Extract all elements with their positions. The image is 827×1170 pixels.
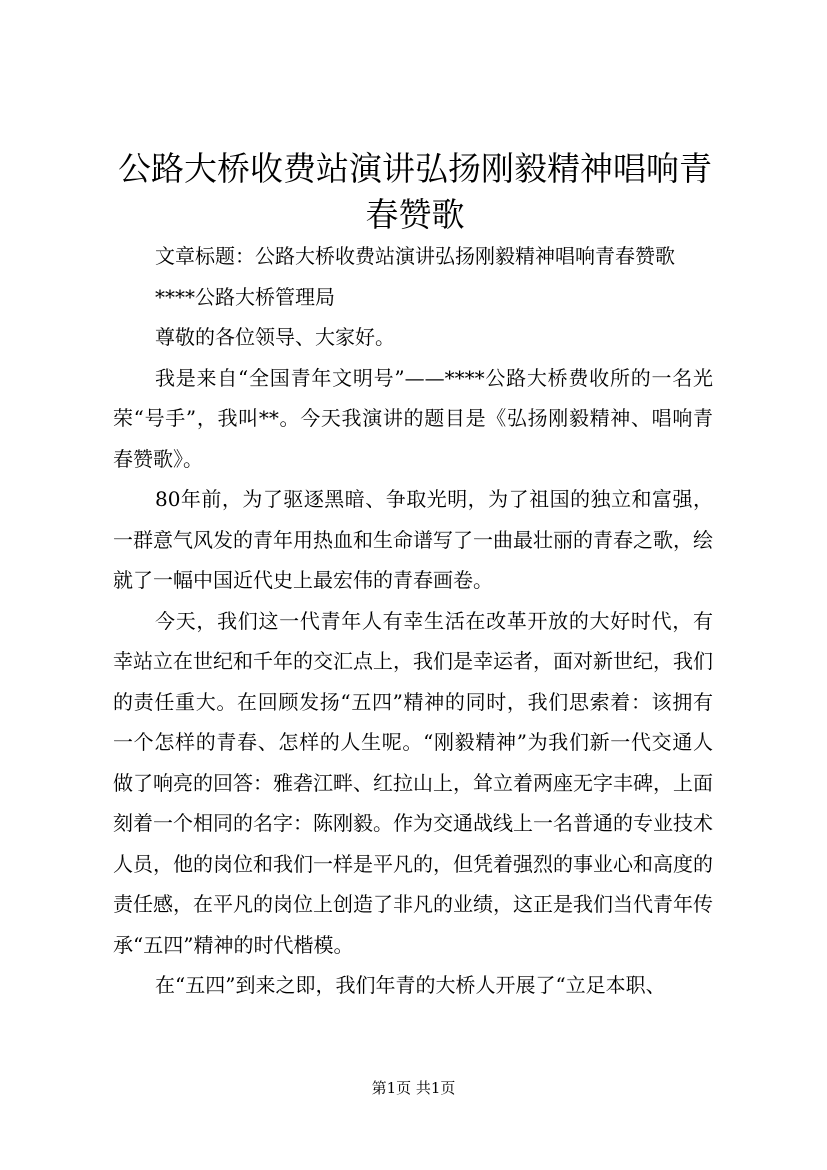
paragraph-intro: 我是来自“全国青年文明号”——****公路大桥费收所的一名光荣“号手”，我叫**。今天我演讲的题目是《弘扬刚毅精神、唱响青春赞歌》。 <box>113 365 713 471</box>
paragraph-greeting: 尊敬的各位领导、大家好。 <box>155 325 395 349</box>
paragraph-activity: 在“五四”到来之即，我们年青的大桥人开展了“立足本职、 <box>155 973 666 997</box>
page-footer: 第1页 共1页 <box>371 1079 456 1097</box>
paragraph-history: 80年前，为了驱逐黑暗、争取光明，为了祖国的独立和富强，一群意气风发的青年用热血和生命谱写了一曲最壮丽的青春之歌，绘就了一幅中国近代史上最宏伟的青春画卷。 <box>113 487 713 592</box>
document-body <box>113 236 713 1006</box>
paragraph-article-title: 文章标题：公路大桥收费站演讲弘扬刚毅精神唱响青春赞歌 <box>155 244 675 268</box>
paragraph-organization: ****公路大桥管理局 <box>155 284 335 309</box>
paragraph-today: 今天，我们这一代青年人有幸生活在改革开放的大好时代，有幸站立在世纪和千年的交汇点上，我们是幸运者，面对新世纪，我们的责任重大。在回顾发扬“五四”精神的同时，我们思索着：该拥有一个怎样的青春、怎样的人生呢。“刚毅精神”为我们新一代交通人做了响亮的回答：雅砻江畔、红拉山上，耸立着两座无字丰碑，上面刻着一个相同的名字：陈刚毅。作为交通战线上一名普通的专业技术人员，他的岗位和我们一样是平凡的，但凭着强烈的事业心和高度的责任感，在平凡的岗位上创造了非凡的业绩，这正是我们当代青年传承“五四”精神的时代楷模。 <box>113 608 713 957</box>
document-title: 公路大桥收费站演讲弘扬刚毅精神唱响青春赞歌 <box>118 149 712 234</box>
